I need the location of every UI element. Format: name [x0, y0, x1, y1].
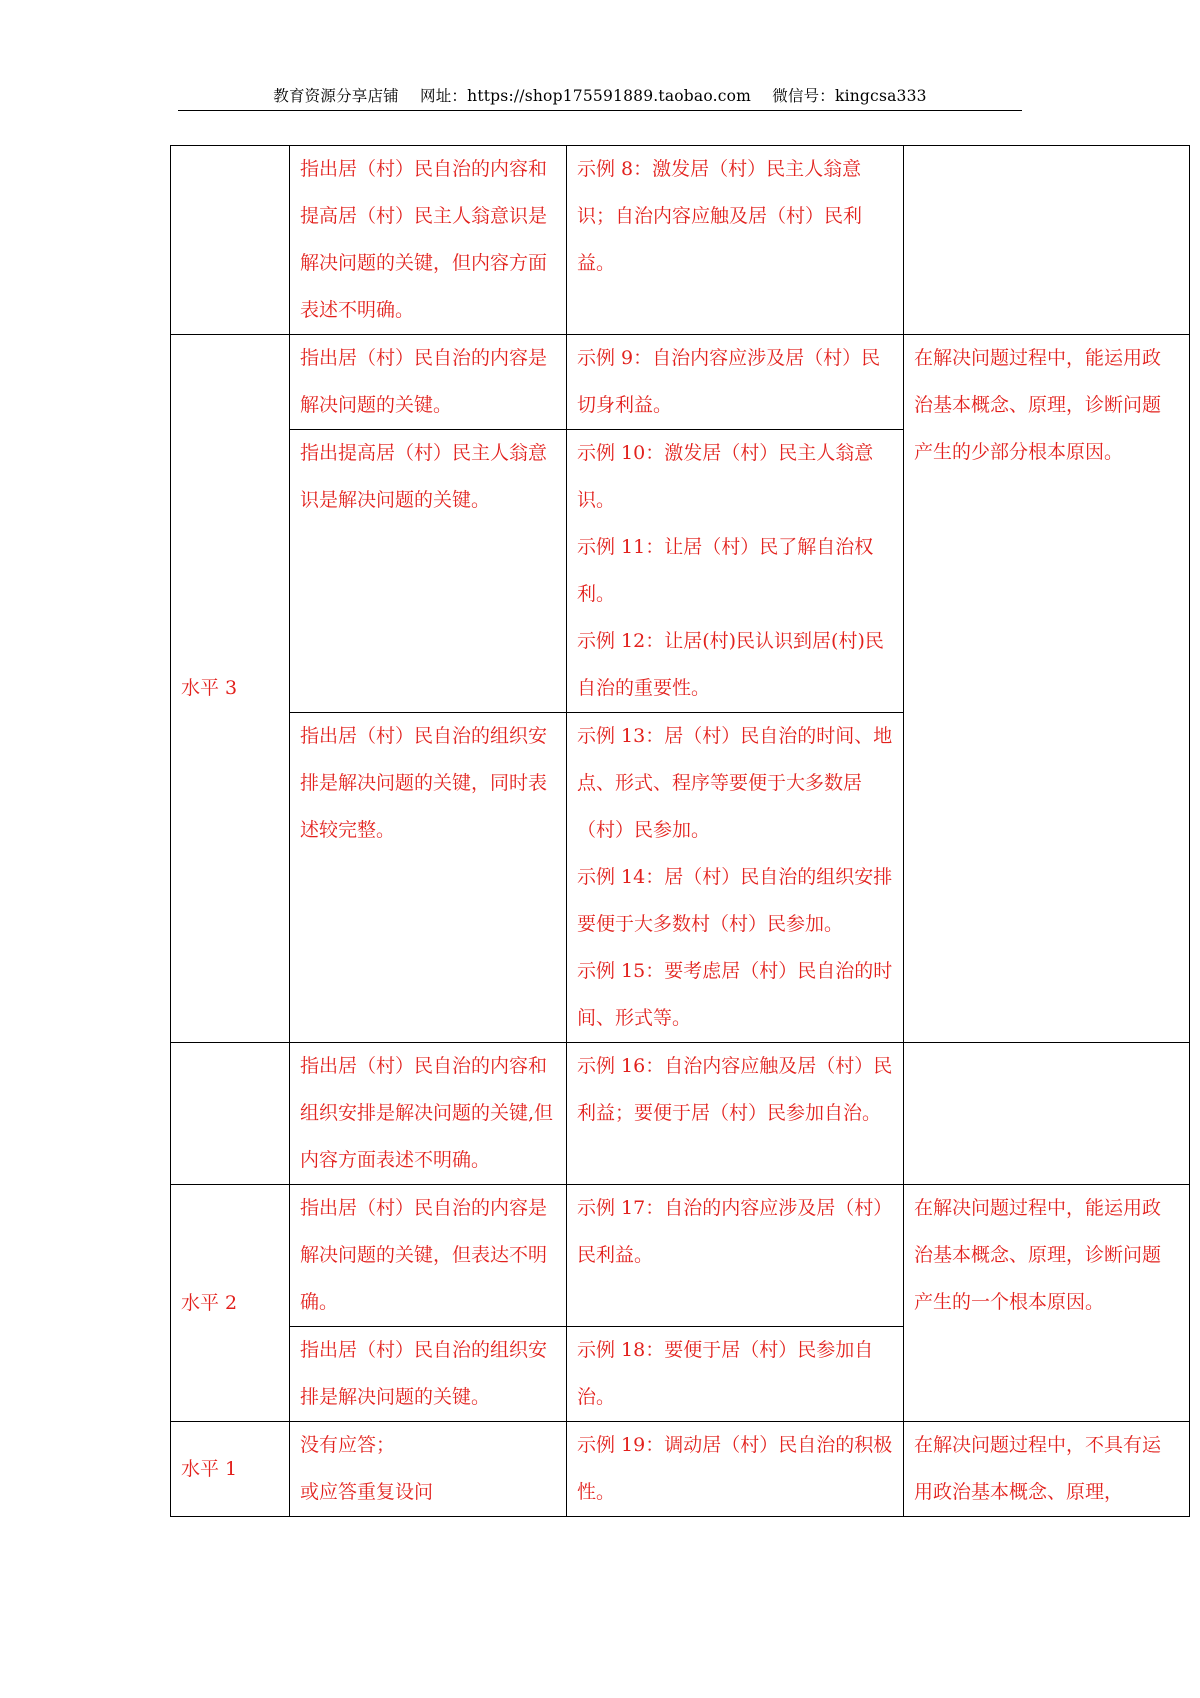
scoring-point-cell: 指出居（村）民自治的内容是解决问题的关键，但表达不明确。 — [290, 1185, 567, 1327]
example-text: 示例 14：居（村）民自治的组织安排要便于大多数村（村）民参加。 — [577, 866, 893, 935]
level-cell-empty — [171, 146, 290, 335]
example-text: 示例 12：让居(村)民认识到居(村)民自治的重要性。 — [577, 630, 884, 699]
example-cell — [567, 1043, 904, 1185]
scoring-point-cell: 指出居（村）民自治的组织安排是解决问题的关键，同时表述较完整。 — [290, 713, 567, 1043]
example-cell — [567, 713, 904, 1043]
level-cell: 水平 1 — [171, 1422, 290, 1517]
level-cell: 水平 2 — [171, 1185, 290, 1422]
level-cell: 水平 3 — [171, 335, 290, 1043]
description-cell-empty — [904, 1043, 1190, 1185]
scoring-point-cell: 指出居（村）民自治的内容是解决问题的关键。 — [290, 335, 567, 430]
example-text: 示例 9：自治内容应涉及居（村）民切身利益。 — [577, 347, 881, 416]
scoring-point-cell: 指出居（村）民自治的内容和提高居（村）民主人翁意识是解决问题的关键，但内容方面表述不明确。 — [290, 146, 567, 335]
example-cell — [567, 1185, 904, 1327]
header-shop: 教育资源分享店铺 — [273, 87, 399, 105]
description-cell-empty — [904, 146, 1190, 335]
example-text: 示例 13：居（村）民自治的时间、地点、形式、程序等要便于大多数居（村）民参加。 — [577, 725, 893, 841]
level-description-cell: 在解决问题过程中，不具有运用政治基本概念、原理， — [904, 1422, 1190, 1517]
scoring-point-cell: 指出提高居（村）民主人翁意识是解决问题的关键。 — [290, 430, 567, 713]
header-url: 网址：https://shop175591889.taobao.com — [420, 87, 752, 105]
example-text: 示例 10：激发居（村）民主人翁意识。 — [577, 442, 874, 511]
rubric-table — [170, 145, 1190, 1517]
scoring-point-cell: 指出居（村）民自治的内容和组织安排是解决问题的关键,但内容方面表述不明确。 — [290, 1043, 567, 1185]
scoring-point-line: 没有应答； — [300, 1434, 396, 1456]
example-text: 示例 16：自治内容应触及居（村）民利益；要便于居（村）民参加自治。 — [577, 1055, 893, 1124]
example-cell — [567, 1422, 904, 1517]
table-row — [171, 335, 1190, 430]
table-row — [171, 1422, 1190, 1517]
example-text: 示例 15：要考虑居（村）民自治的时间、形式等。 — [577, 960, 893, 1029]
example-cell — [567, 146, 904, 335]
example-cell — [567, 335, 904, 430]
example-text: 示例 18：要便于居（村）民参加自治。 — [577, 1339, 874, 1408]
scoring-point-cell — [290, 1422, 567, 1517]
level-description-cell: 在解决问题过程中，能运用政治基本概念、原理，诊断问题产生的一个根本原因。 — [904, 1185, 1190, 1422]
page-header — [0, 84, 1200, 106]
scoring-point-cell: 指出居（村）民自治的组织安排是解决问题的关键。 — [290, 1327, 567, 1422]
example-text: 示例 19：调动居（村）民自治的积极性。 — [577, 1434, 893, 1503]
header-rule — [178, 110, 1022, 111]
example-text: 示例 8：激发居（村）民主人翁意识；自治内容应触及居（村）民利益。 — [577, 158, 863, 274]
example-cell — [567, 1327, 904, 1422]
example-text: 示例 11：让居（村）民了解自治权利。 — [577, 536, 874, 605]
table-row — [171, 146, 1190, 335]
table-row — [171, 1185, 1190, 1327]
example-text: 示例 17：自治的内容应涉及居（村）民利益。 — [577, 1197, 893, 1266]
level-cell-empty — [171, 1043, 290, 1185]
table-row — [171, 1043, 1190, 1185]
level-description-cell: 在解决问题过程中，能运用政治基本概念、原理，诊断问题产生的少部分根本原因。 — [904, 335, 1190, 1043]
example-cell — [567, 430, 904, 713]
scoring-point-line: 或应答重复设问 — [300, 1481, 434, 1503]
header-wechat: 微信号：kingcsa333 — [772, 87, 927, 105]
